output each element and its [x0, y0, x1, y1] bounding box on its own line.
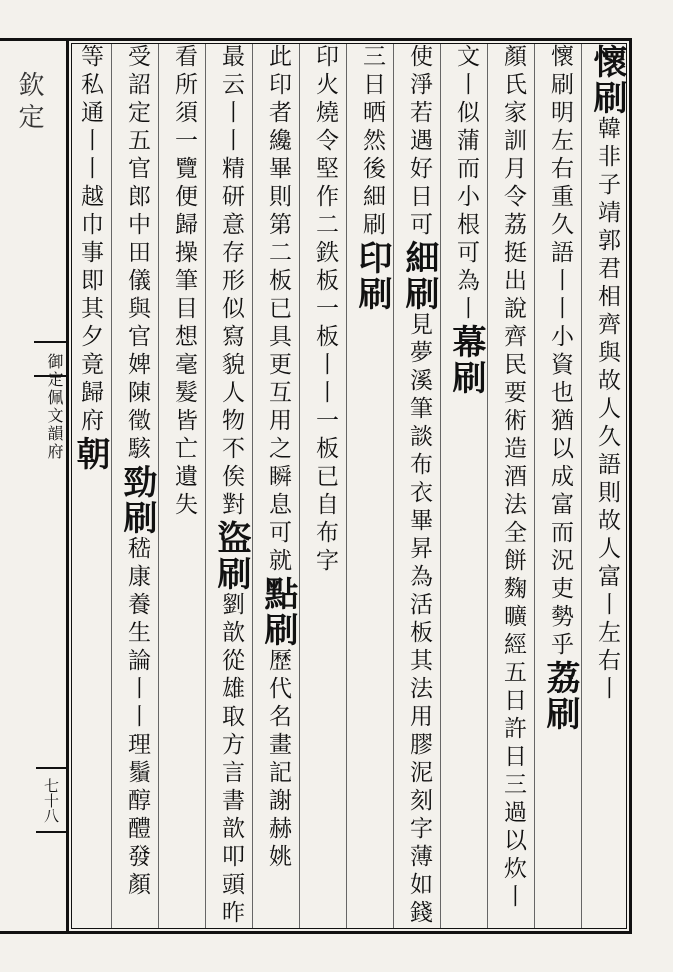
column-rule [440, 44, 441, 928]
column-8 [256, 44, 299, 928]
column-5 [397, 44, 440, 928]
column-rule [205, 44, 206, 928]
column-9 [209, 44, 252, 928]
column-text: 受詔定五官郎中田儀與官婢陳徵駭 [124, 44, 150, 464]
headword: 朝 [70, 436, 110, 472]
column-text: 文丨似蒲而小根可為丨 [453, 44, 479, 324]
column-rule [299, 44, 300, 928]
column-rule [111, 44, 112, 928]
column-text: 印火燒令堅作二鉄板一板丨丨一板已自布字 [312, 44, 338, 576]
headword: 細刷 [399, 240, 439, 312]
note: 齊民要術造酒法全餅麴曠經五日許日三過以炊丨 [500, 324, 526, 912]
note: 嵇康養生論丨丨理鬚醇醴發顏 [124, 536, 150, 900]
column-text: 顏氏家訓月令荔挺出說 [500, 44, 526, 324]
headword: 盜刷 [211, 520, 251, 592]
headword: 懷刷 [587, 44, 627, 116]
headword: 印刷 [352, 240, 392, 312]
page-gutter [0, 38, 66, 934]
column-text: 三日晒然後細刷 [359, 44, 385, 240]
column-text: 此印者纔畢則第二板已具更互用之瞬息可就 [265, 44, 291, 576]
page-number: 七十八 [36, 767, 66, 833]
column-rule [534, 44, 535, 928]
column-rule [158, 44, 159, 928]
column-text: 最云丨丨精研意存形似寫貌人物不俟對 [218, 44, 244, 520]
column-rule [393, 44, 394, 928]
column-text: 等私通丨丨越巾事即其夕竟歸府 [77, 44, 103, 436]
column-6 [350, 44, 393, 928]
column-12 [68, 44, 111, 928]
column-rule [252, 44, 253, 928]
column-10 [162, 44, 205, 928]
note: 韓非子靖郭君相齊與故人久語則故人富丨左右丨 [594, 116, 620, 704]
note: 歷代名畫記謝赫姚 [265, 648, 291, 872]
gutter-mark: 欽定 [14, 71, 44, 135]
note: 劉歆從雄取方言書歆叩頭昨 [218, 592, 244, 928]
column-text: 使淨若遇好日可 [406, 44, 432, 240]
column-7 [303, 44, 346, 928]
column-rule [581, 44, 582, 928]
column-2 [538, 44, 581, 928]
column-1 [585, 44, 628, 928]
headword: 點刷 [258, 576, 298, 648]
column-rule [487, 44, 488, 928]
text-columns [72, 44, 628, 928]
column-text: 看所須一覽便歸操筆目想毫髮皆亡遺失 [171, 44, 197, 520]
note: 見夢溪筆談布衣畢昇為活板其法用膠泥刻字薄如錢 [406, 312, 432, 928]
column-text: 懷刷明左右重久語丨丨 [547, 44, 573, 324]
column-rule [346, 44, 347, 928]
column-3 [491, 44, 534, 928]
book-title: 御定佩文韻府 [45, 353, 64, 461]
column-11 [115, 44, 158, 928]
headword: 荔刷 [540, 660, 580, 732]
headword: 勁刷 [117, 464, 157, 536]
column-4 [444, 44, 487, 928]
note: 小資也猶以成富而況吏勢乎 [547, 324, 573, 660]
headword: 幕刷 [446, 324, 486, 396]
